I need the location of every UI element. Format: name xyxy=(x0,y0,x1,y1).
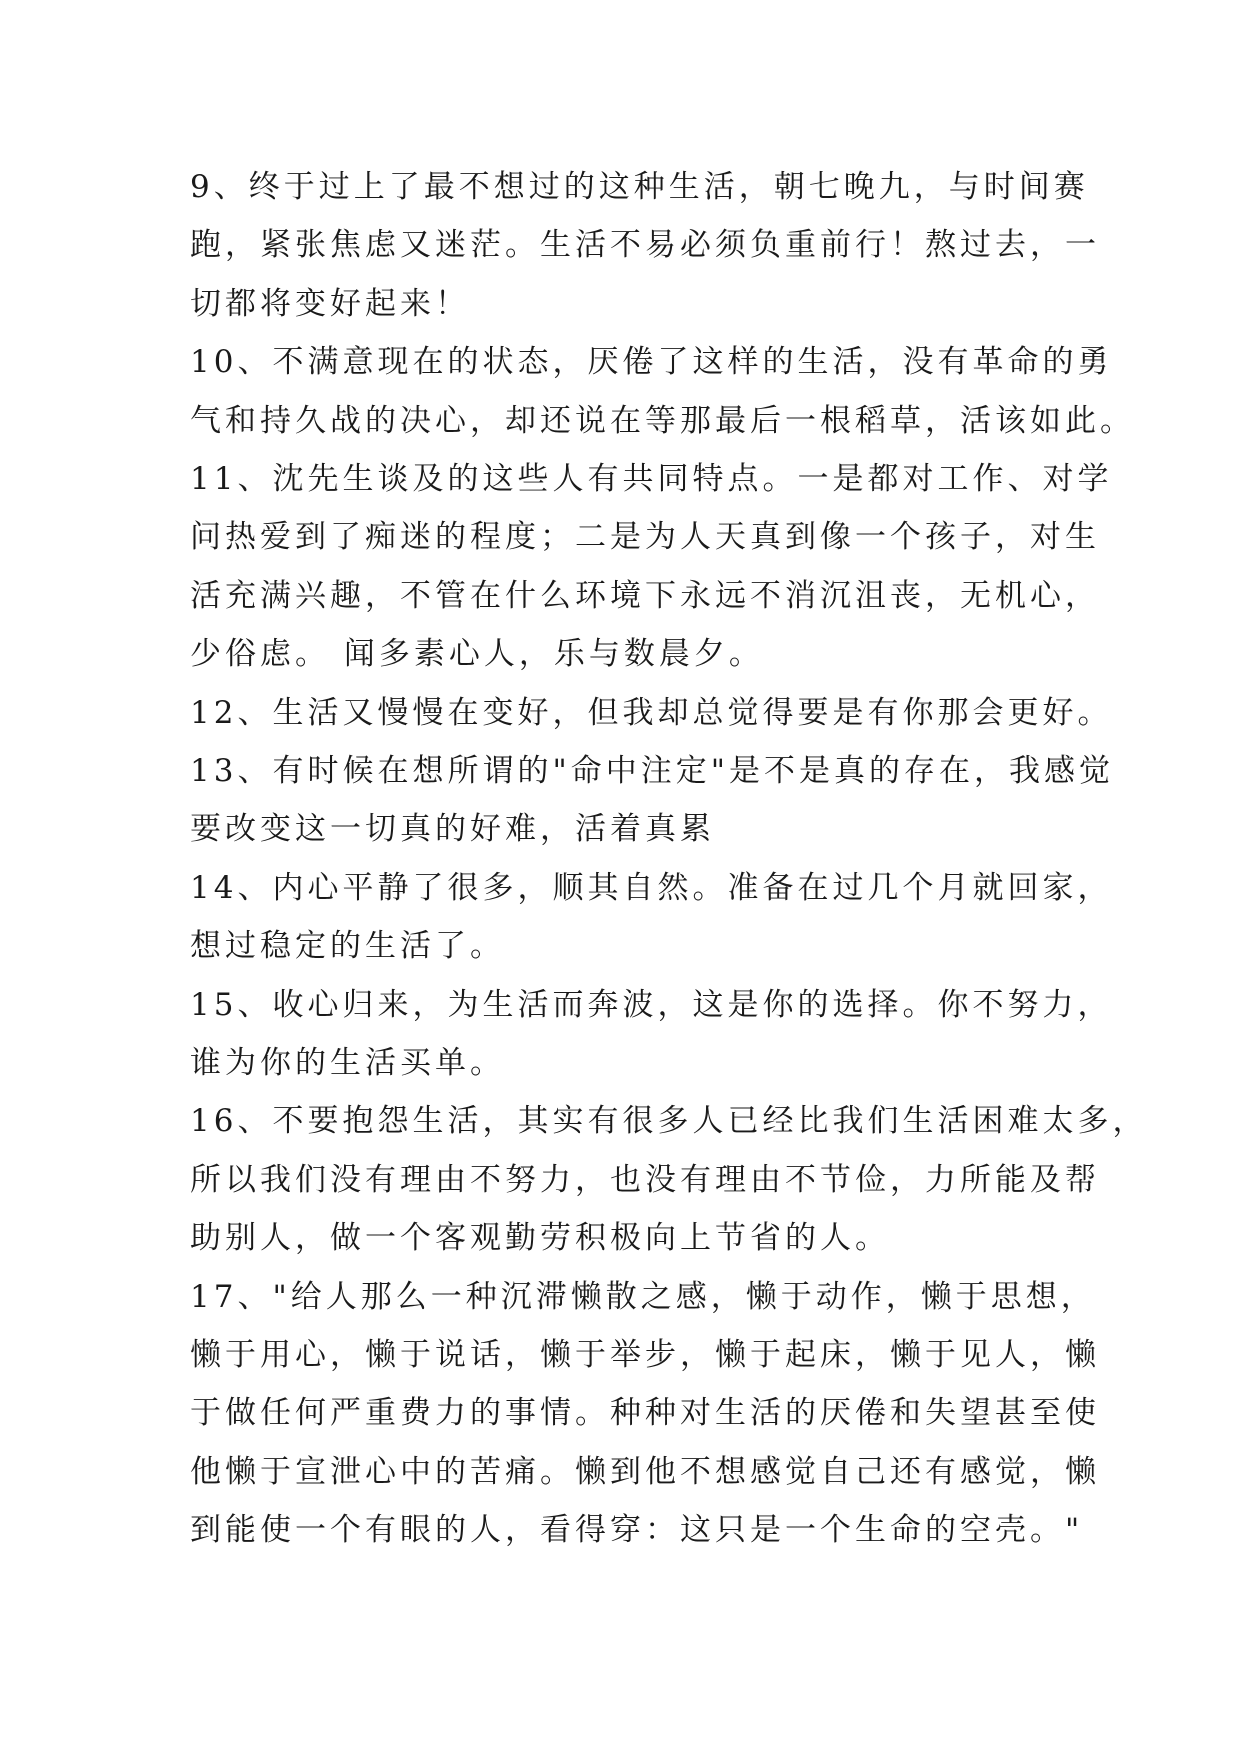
text-line: 16、不要抱怨生活，其实有很多人已经比我们生活困难太多， xyxy=(190,1103,1148,1139)
text-line: 他懒于宣泄心中的苦痛。懒到他不想感觉自己还有感觉，懒 xyxy=(190,1454,1100,1490)
text-line: 17、"给人那么一种沉滞懒散之感，懒于动作，懒于思想， xyxy=(190,1279,1096,1315)
text-line: 活充满兴趣，不管在什么环境下永远不消沉沮丧，无机心， xyxy=(190,578,1100,614)
text-line: 助别人，做一个客观勤劳积极向上节省的人。 xyxy=(190,1220,890,1256)
text-line: 切都将变好起来！ xyxy=(190,286,470,322)
text-line: 谁为你的生活买单。 xyxy=(190,1045,505,1081)
text-line: 要改变这一切真的好难，活着真累 xyxy=(190,811,715,847)
text-line: 跑，紧张焦虑又迷茫。生活不易必须负重前行！熬过去，一 xyxy=(190,227,1100,263)
text-line: 10、不满意现在的状态，厌倦了这样的生活，没有革命的勇 xyxy=(190,344,1113,380)
text-line: 9、终于过上了最不想过的这种生活，朝七晚九，与时间赛 xyxy=(190,169,1089,205)
text-line: 15、收心归来，为生活而奔波，这是你的选择。你不努力， xyxy=(190,987,1113,1023)
text-line: 于做任何严重费力的事情。种种对生活的厌倦和失望甚至使 xyxy=(190,1395,1100,1431)
text-line: 14、内心平静了很多，顺其自然。准备在过几个月就回家， xyxy=(190,870,1113,906)
text-line: 问热爱到了痴迷的程度；二是为人天真到像一个孩子，对生 xyxy=(190,519,1100,555)
text-line: 到能使一个有眼的人，看得穿：这只是一个生命的空壳。" xyxy=(190,1512,1084,1548)
text-line: 气和持久战的决心，却还说在等那最后一根稻草，活该如此。 xyxy=(190,403,1135,439)
text-line: 少俗虑。 闻多素心人，乐与数晨夕。 xyxy=(190,636,764,672)
text-line: 想过稳定的生活了。 xyxy=(190,928,505,964)
text-line: 12、生活又慢慢在变好，但我却总觉得要是有你那会更好。 xyxy=(190,695,1113,731)
text-line: 所以我们没有理由不努力，也没有理由不节俭，力所能及帮 xyxy=(190,1162,1100,1198)
text-line: 懒于用心，懒于说话，懒于举步，懒于起床，懒于见人，懒 xyxy=(190,1337,1100,1373)
text-line: 13、有时候在想所谓的"命中注定"是不是真的存在，我感觉 xyxy=(190,753,1114,789)
text-line: 11、沈先生谈及的这些人有共同特点。一是都对工作、对学 xyxy=(190,461,1113,497)
